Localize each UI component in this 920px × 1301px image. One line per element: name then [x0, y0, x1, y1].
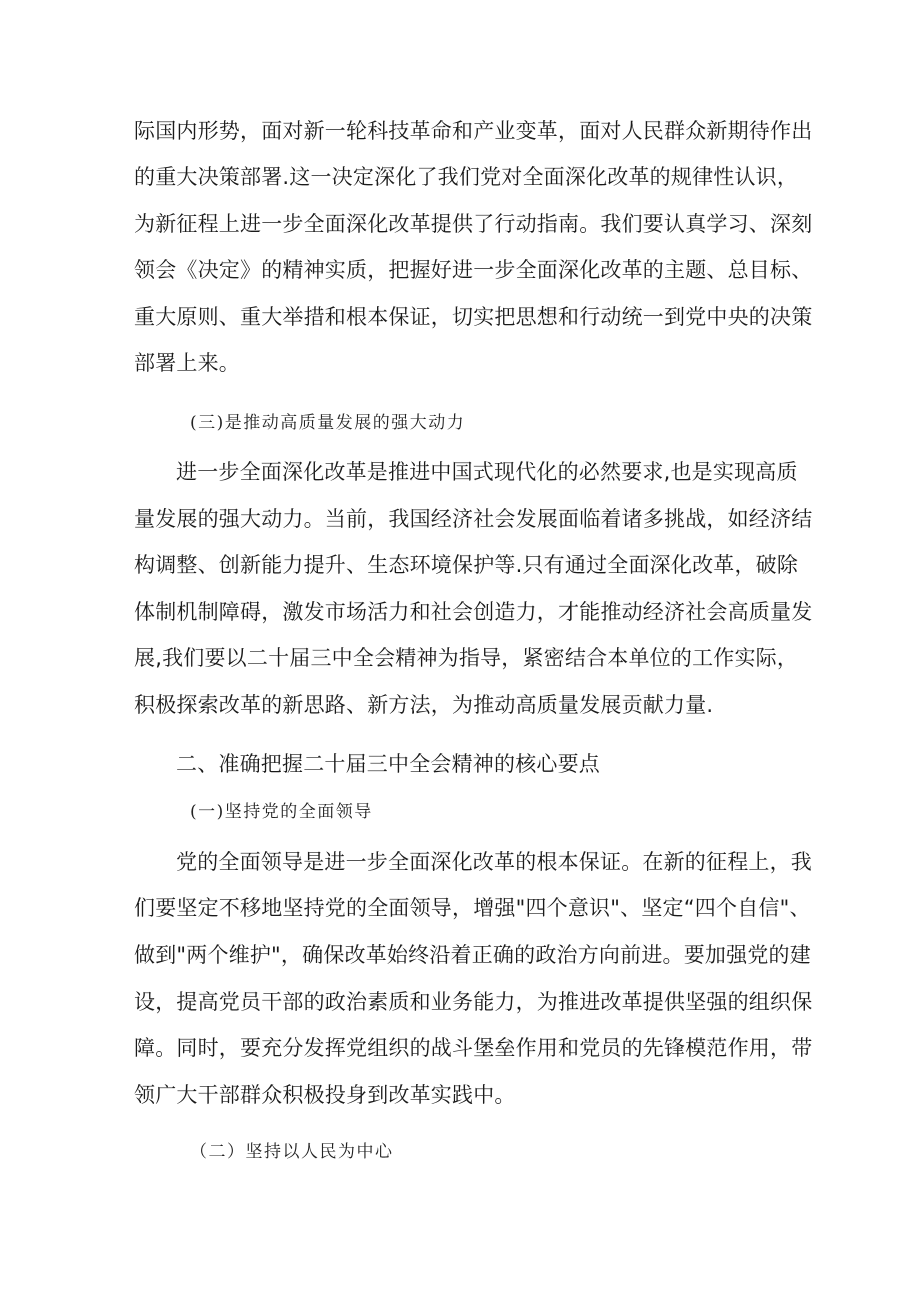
paragraph-line: 设，提高党员干部的政治素质和业务能力，为推进改革提供坚强的组织保 [134, 990, 813, 1014]
paragraph-line: 体制机制障碍，激发市场活力和社会创造力，才能推动经济社会高质量发 [134, 600, 813, 624]
paragraph-line: 积极探索改革的新思路、新方法，为推动高质量发展贡献力量. [134, 693, 714, 717]
paragraph-line: 进一步全面深化改革是推进中国式现代化的必然要求,也是实现高质 [176, 460, 798, 484]
paragraph-line: 为新征程上进一步全面深化改革提供了行动指南。我们要认真学习、深刻 [134, 212, 813, 236]
paragraph-line: 党的全面领导是进一步全面深化改革的根本保证。在新的征程上，我 [176, 850, 812, 874]
paragraph-line: 重大原则、重大举措和根本保证，切实把思想和行动统一到党中央的决策 [134, 305, 813, 329]
paragraph-line: 际国内形势，面对新一轮科技革命和产业变革，面对人民群众新期待作出 [134, 119, 813, 143]
paragraph-line: 领会《决定》的精神实质，把握好进一步全面深化改革的主题、总目标、 [134, 258, 813, 282]
subsection-heading-1: (一)坚持党的全面领导 [190, 802, 373, 822]
section-heading-2: 二、准确把握二十届三中全会精神的核心要点 [176, 752, 600, 776]
subsection-heading-3: (三)是推动高质量发展的强大动力 [190, 413, 466, 433]
paragraph-line: 障。同时，要充分发挥党组织的战斗堡垒作用和党员的先锋模范作用，带 [134, 1036, 813, 1060]
paragraph-line: 领广大干部群众积极投身到改革实践中。 [134, 1083, 516, 1107]
paragraph-line: 展,我们要以二十届三中全会精神为指导，紧密结合本单位的工作实际， [134, 646, 799, 670]
paragraph-line: 量发展的强大动力。当前，我国经济社会发展面临着诸多挑战，如经济结 [134, 507, 813, 531]
paragraph-line: 的重大决策部署.这一决定深化了我们党对全面深化改革的规律性认识， [134, 165, 799, 189]
paragraph-line: 构调整、创新能力提升、生态环境保护等.只有通过全面深化改革，破除 [134, 553, 799, 577]
paragraph-line: 部署上来。 [134, 351, 240, 375]
paragraph-line: 们要坚定不移地坚持党的全面领导，增强"四个意识"、坚定“四个自信"、 [134, 896, 811, 920]
subsection-heading-2: （二）坚持以人民为中心 [190, 1142, 394, 1162]
paragraph-line: 做到"两个维护"，确保改革始终沿着正确的政治方向前进。要加强党的建 [134, 943, 811, 967]
